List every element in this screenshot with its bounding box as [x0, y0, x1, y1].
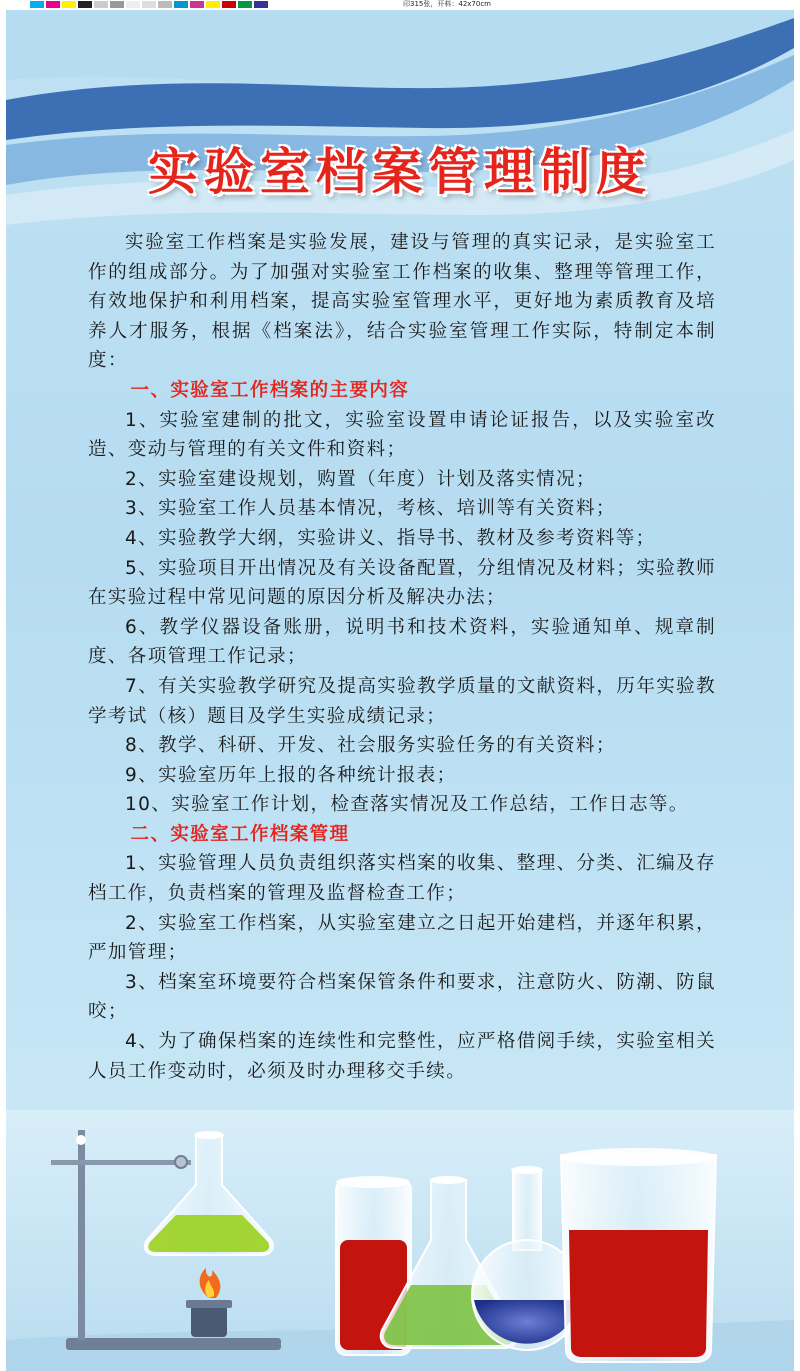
list-item: 5、实验项目开出情况及有关设备配置，分组情况及材料；实验教师在实验过程中常见问题的原因分析及解决办法；	[88, 557, 716, 609]
section-heading: 二、实验室工作档案管理	[130, 823, 350, 845]
list-item: 6、教学仪器设备账册，说明书和技术资料，实验通知单、规章制度、各项管理工作记录；	[88, 616, 716, 668]
list-item: 1、实验室建制的批文，实验室设置申请论证报告，以及实验室改造、变动与管理的有关文件和资料；	[88, 409, 716, 461]
list-item: 4、为了确保档案的连续性和完整性，应严格借阅手续，实验室相关人员工作变动时，必须及时办理移交手续。	[88, 1031, 716, 1082]
list-item: 2、实验室建设规划，购置（年度）计划及落实情况；	[125, 468, 596, 490]
list-item: 7、有关实验教学研究及提高实验教学质量的文献资料，历年实验教学考试（核）题目及学生实验成绩记录；	[88, 675, 716, 727]
list-item: 1、实验管理人员负责组织落实档案的收集、整理、分类、汇编及存档工作，负责档案的管理及监督检查工作；	[88, 853, 716, 905]
red-beaker	[560, 1148, 716, 1362]
intro-paragraph: 实验室工作档案是实验发展，建设与管理的真实记录，是实验室工作的组成部分。为了加强对实验室工作档案的收集、整理等管理工作，有效地保护和利用档案，提高实验室管理水平，更好地为素质教育及培养人才服务，根据《档案法》，结合实验室管理工作实际，特制定本制度：	[88, 232, 716, 372]
section-heading: 一、实验室工作档案的主要内容	[130, 379, 410, 401]
list-item: 4、实验教学大纲，实验讲义、指导书、教材及参考资料等；	[125, 527, 656, 549]
list-item: 2、实验室工作档案，从实验室建立之日起开始建档，并逐年积累，严加管理；	[88, 912, 716, 964]
print-marks-strip	[0, 0, 800, 10]
header-waves	[6, 10, 794, 250]
page-title: 实验室档案管理制度	[148, 143, 652, 201]
list-item: 8、教学、科研、开发、社会服务实验任务的有关资料；	[125, 735, 616, 757]
print-info: 印315张，开料：42x70cm	[403, 0, 491, 8]
list-item: 9、实验室历年上报的各种统计报表；	[125, 764, 457, 786]
color-swatches	[30, 1, 268, 8]
lab-glassware-illustration	[6, 1110, 794, 1371]
list-item: 3、实验室工作人员基本情况，考核、培训等有关资料；	[125, 498, 616, 520]
list-item: 3、档案室环境要符合档案保管条件和要求，注意防火、防潮、防鼠咬；	[88, 971, 716, 1023]
poster	[6, 10, 794, 1371]
regulation-body	[88, 228, 716, 1086]
list-item: 10、实验室工作计划，检查落实情况及工作总结，工作日志等。	[125, 794, 689, 816]
